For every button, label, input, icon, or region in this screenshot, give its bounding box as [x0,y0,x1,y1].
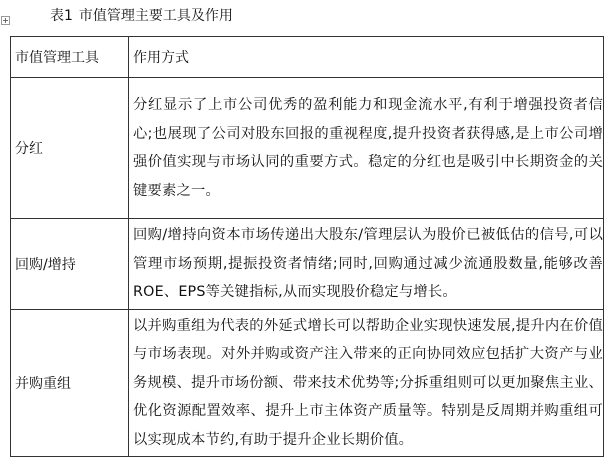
effect-cell [129,309,604,457]
tool-cell [11,219,129,310]
effect-cell [129,219,604,310]
tool-name-dividend: 分红 [15,141,43,157]
header-tool-label: 市值管理工具 [15,50,99,66]
table-header-row [11,37,604,78]
effect-text-buyback: 回购/增持向资本市场传递出大股东/管理层认为股价已被低估的信号,可以管理市场预期,提振投资者情绪;同时,回购通过减少流通股数量,能够改善ROE、EPS等关键指标,从而实现股价稳定与增长。 [133,227,603,300]
table-caption-number: 表1 [50,8,73,24]
tools-table [10,36,604,457]
header-effect-label: 作用方式 [133,50,189,66]
header-cell-effect [129,37,604,78]
table-row [11,219,604,310]
tool-cell [11,309,129,457]
table-row [11,309,604,457]
table-caption [50,6,233,26]
table-row [11,78,604,219]
header-cell-tool [11,37,129,78]
table-caption-title: 市值管理主要工具及作用 [78,8,233,24]
tool-name-mna: 并购重组 [15,375,71,392]
effect-cell [129,78,604,219]
table-move-handle-icon[interactable] [1,16,10,25]
tool-cell [11,78,129,219]
tool-name-buyback: 回购/增持 [15,256,76,273]
effect-text-dividend: 分红显示了上市公司优秀的盈利能力和现金流水平,有利于增强投资者信心;也展现了公司对股东回报的重视程度,提升投资者获得感,是上市公司增强价值实现与市场认同的重要方式。稳定的分红也是吸引中长期资金的关键要素之一。 [133,97,603,199]
effect-text-mna: 以并购重组为代表的外延式增长可以帮助企业实现快速发展,提升内在价值与市场表现。对外并购或资产注入带来的正向协同效应包括扩大资产与业务规模、提升市场份额、带来技术优势等;分拆重组则可以更加聚焦主业、优化资源配置效率、提升上市主体资产质量等。特别是反周期并购重组可以实现成本节约,有助于提升企业长期价值。 [133,317,603,448]
